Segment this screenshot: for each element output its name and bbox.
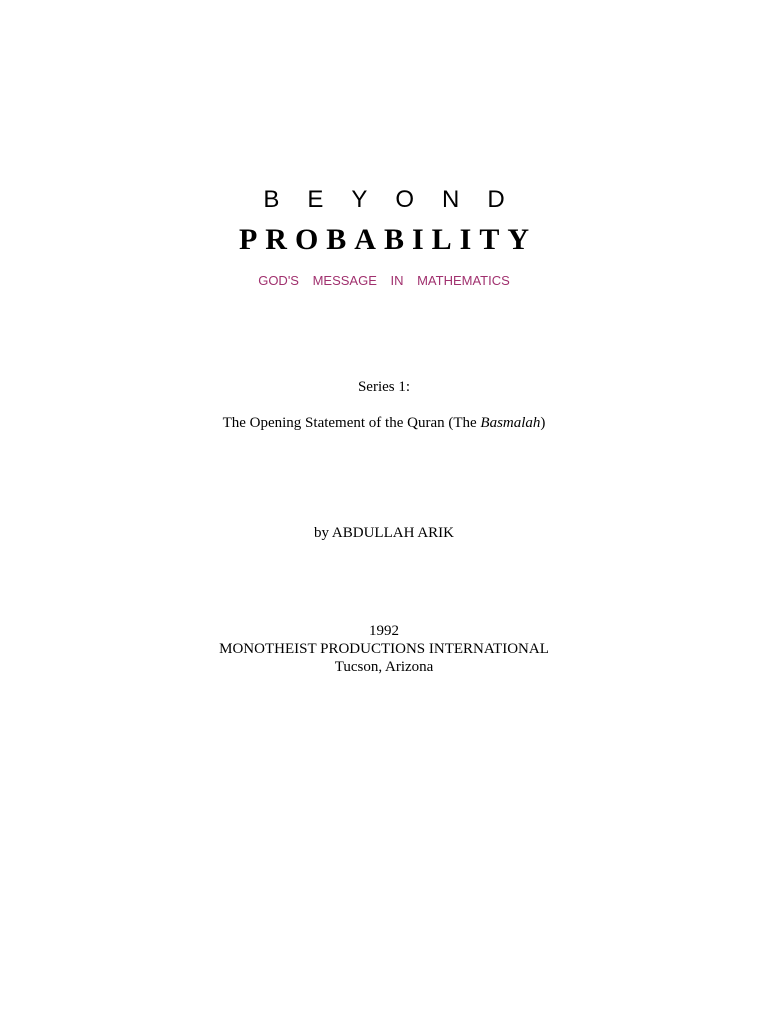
author: by ABDULLAH ARIK	[313, 525, 454, 541]
opening-text-after: )	[540, 415, 546, 431]
title-probability: PROBABILITY	[238, 223, 538, 256]
year: 1992	[369, 623, 399, 639]
subtitle: GOD'S MESSAGE IN MATHEMATICS	[258, 273, 510, 288]
series-label: Series 1:	[357, 379, 411, 395]
opening-statement	[0, 414, 768, 432]
opening-text-before: The Opening Statement of the Quran (The	[222, 415, 481, 431]
opening-italic: Basmalah	[480, 415, 541, 431]
place: Tucson, Arizona	[334, 659, 434, 675]
title-beyond: BEYOND	[263, 186, 533, 213]
publisher: MONOTHEIST PRODUCTIONS INTERNATIONAL	[219, 641, 549, 657]
